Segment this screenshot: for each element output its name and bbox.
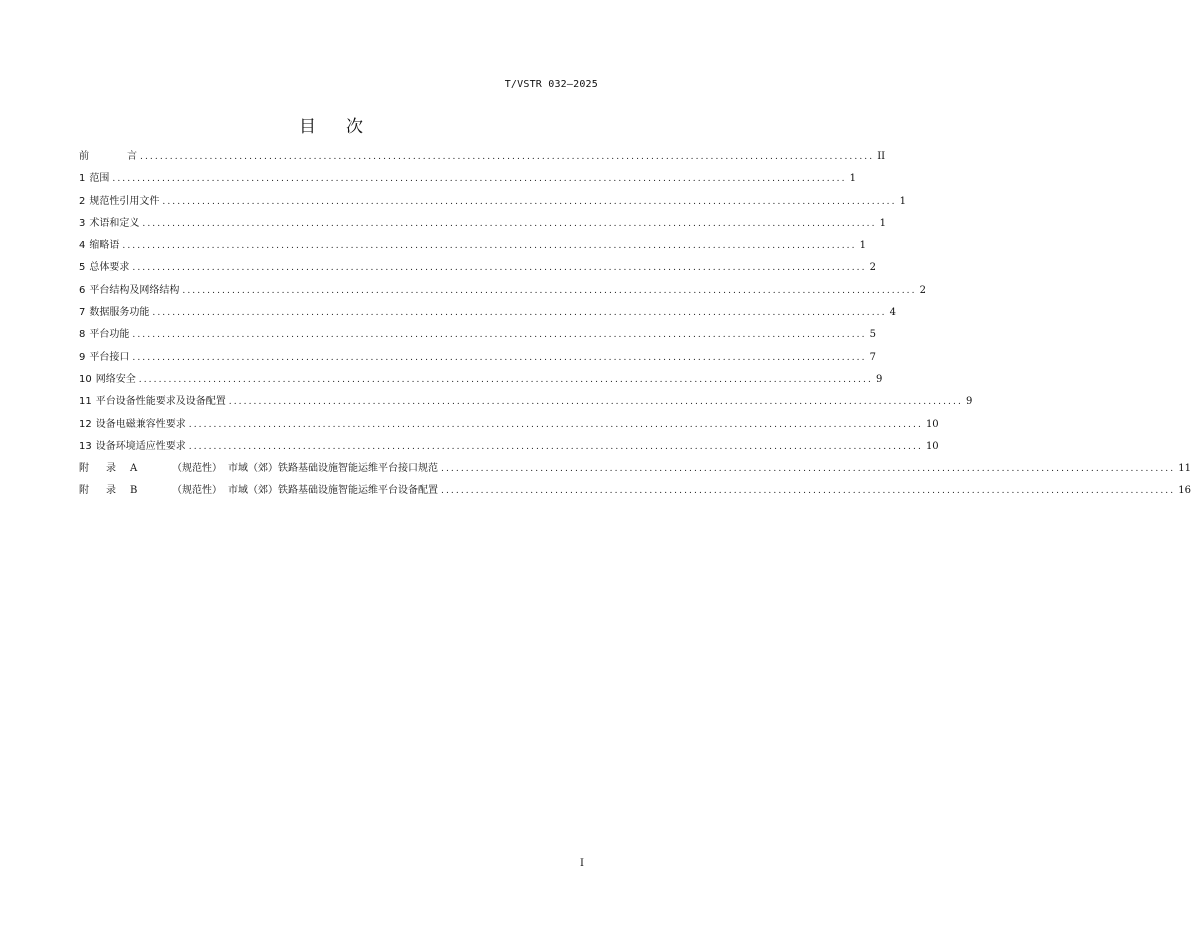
toc-leader-dots: .................................................................................................................................................... [142,218,877,229]
toc-entry-label [79,458,438,480]
toc-entry-text: 总体要求 [89,262,130,274]
standard-number: T/VSTR 032—2025 [504,79,598,90]
toc-page-number: 1 [849,173,856,185]
toc-entry-label [79,414,186,436]
toc-page-number: 10 [925,440,939,452]
annex-nature: （规范性） [172,463,222,475]
toc-entry-text: 范围 [89,173,110,185]
toc-page-number: 7 [869,351,876,363]
toc-entry-number: 3 [79,217,86,229]
toc-entry[interactable] [79,235,866,257]
toc-entry-number: 12 [79,418,92,430]
annex-nature: （规范性） [172,485,222,497]
toc-page-number: 2 [869,262,876,274]
toc-leader-dots: .................................................................................................................................................... [138,374,873,385]
annex-word-fu: 附 [79,485,89,497]
toc-entry-text: 规范性引用文件 [89,195,160,207]
toc-page-number: 10 [925,418,939,430]
toc-entry-label [79,191,159,213]
toc-entry[interactable] [79,168,856,190]
annex-letter: B [130,485,138,497]
toc-entry-text: 术语和定义 [89,217,140,229]
toc-entry-number: 8 [79,329,86,341]
toc-entry-number: 11 [79,396,92,408]
toc-entry-label [79,480,438,502]
toc-entry-number: 1 [79,173,86,185]
toc-page-number: 1 [859,240,866,252]
toc-entry-char: 前 [79,151,89,162]
toc-leader-dots: .................................................................................................................................................... [112,174,847,185]
toc-page-number: 5 [869,329,876,341]
toc-entry-number: 7 [79,307,86,319]
toc-entry[interactable] [79,347,876,369]
toc-leader-dots: .................................................................................................................................................... [182,285,917,296]
toc-entry-number: 13 [79,440,92,452]
annex-word-lu: 录 [106,485,116,497]
toc-entry[interactable] [79,280,926,302]
toc-entry-text: 设备环境适应性要求 [95,440,186,452]
toc-page-number: 9 [965,396,973,408]
toc-entry[interactable] [79,391,973,413]
table-of-contents [79,146,1191,503]
toc-entry-text: 平台接口 [89,351,130,363]
toc-entry-char: 言 [127,151,137,162]
toc-leader-dots: .................................................................................................................................................... [140,152,875,162]
annex-letter: A [130,463,138,475]
toc-entry[interactable] [79,324,876,346]
toc-leader-dots: .................................................................................................................................................... [132,330,867,341]
toc-page-number: 4 [889,307,896,319]
toc-entry[interactable] [79,302,896,324]
toc-entry-text: 缩略语 [89,240,120,252]
annex-word-lu: 录 [106,463,116,475]
toc-page-number: 2 [919,284,926,296]
toc-leader-dots: .................................................................................................................................................... [162,196,897,207]
toc-entry-number: 6 [79,284,86,296]
toc-entry-label [79,369,136,391]
annex-title: 市域（郊）铁路基础设施智能运维平台设备配置 [228,485,438,497]
toc-title [0,112,662,137]
toc-title-part2: 次 [346,117,363,138]
toc-leader-dots: .................................................................................................................................................... [228,397,963,408]
toc-entry-number: 9 [79,351,86,363]
toc-entry-text: 平台功能 [89,329,130,341]
toc-entry[interactable] [79,480,1191,502]
toc-leader-dots: .................................................................................................................................................... [441,486,1176,497]
toc-title-part1: 目 [299,117,316,138]
toc-leader-dots: .................................................................................................................................................... [188,419,923,430]
toc-entry-number: 2 [79,195,86,207]
annex-word-fu: 附 [79,463,89,475]
toc-entry-label [79,436,186,458]
toc-entry-label [79,168,109,190]
toc-leader-dots: .................................................................................................................................................... [152,308,887,319]
toc-page-number: 1 [899,195,906,207]
toc-entry-text: 平台结构及网络结构 [89,284,180,296]
toc-entry-label [79,235,119,257]
toc-entry-text: 设备电磁兼容性要求 [95,418,186,430]
toc-page-number: 16 [1178,485,1191,497]
toc-entry-label [79,280,179,302]
toc-entry[interactable] [79,257,876,279]
toc-entry-text: 网络安全 [95,373,136,385]
toc-entry[interactable] [79,458,1191,480]
toc-entry[interactable] [79,213,886,235]
toc-entry[interactable] [79,191,906,213]
annex-title: 市域（郊）铁路基础设施智能运维平台接口规范 [228,463,438,475]
toc-entry-text: 平台设备性能要求及设备配置 [95,396,226,408]
toc-entry-number: 4 [79,240,86,252]
toc-entry-label [79,213,139,235]
toc-leader-dots: .................................................................................................................................................... [122,241,857,252]
toc-page-number: II [877,151,886,162]
page-folio: I [580,858,584,869]
toc-leader-dots: .................................................................................................................................................... [188,441,923,452]
toc-entry[interactable] [79,369,883,391]
toc-entry-label [79,146,137,168]
toc-entry-number: 5 [79,262,86,274]
toc-page-number: 11 [1178,463,1191,475]
toc-entry-label [79,257,129,279]
toc-entry-label [79,391,226,413]
toc-entry[interactable] [79,414,939,436]
toc-entry-text: 数据服务功能 [89,307,150,319]
toc-page-number: 1 [879,217,886,229]
toc-page-number: 9 [875,373,883,385]
toc-entry[interactable] [79,146,886,168]
toc-entry[interactable] [79,436,939,458]
toc-entry-label [79,302,149,324]
toc-leader-dots: .................................................................................................................................................... [441,464,1176,475]
toc-entry-label [79,347,129,369]
toc-leader-dots: .................................................................................................................................................... [132,263,867,274]
toc-leader-dots: .................................................................................................................................................... [132,352,867,363]
toc-entry-label [79,324,129,346]
toc-entry-number: 10 [79,373,92,385]
